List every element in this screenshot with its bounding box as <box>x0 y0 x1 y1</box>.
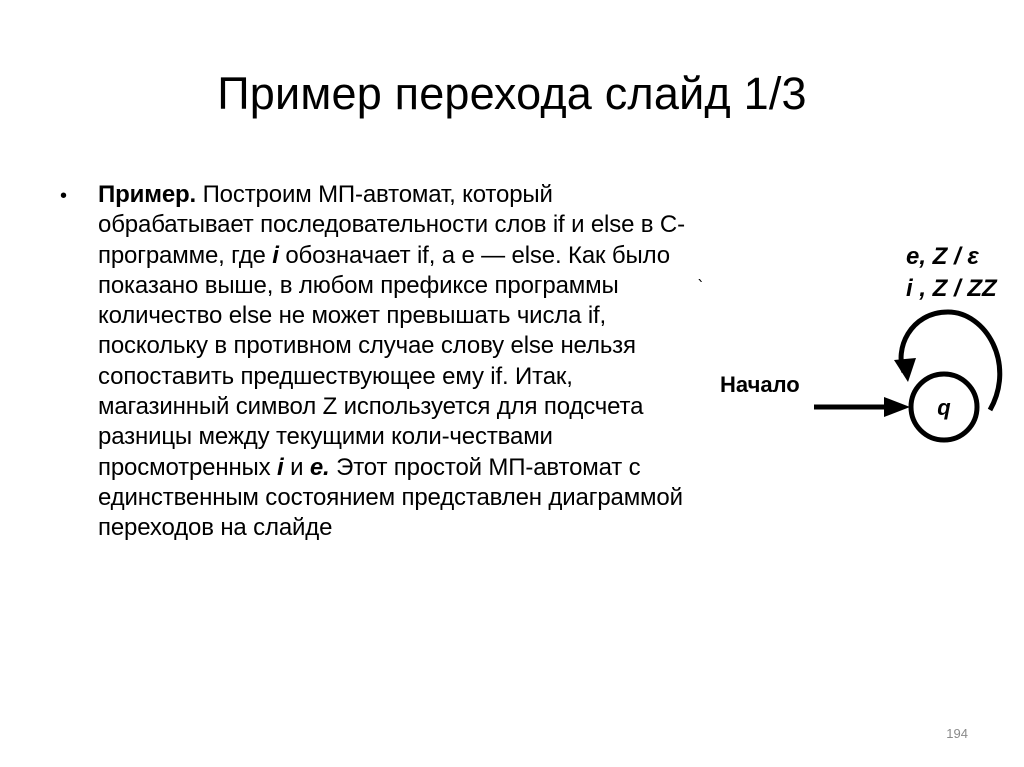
slide-title: Пример перехода слайд 1/3 <box>217 68 807 119</box>
bullet-lead: Пример. <box>98 181 197 208</box>
self-loop-arrowhead <box>894 358 916 382</box>
text-segment: Построим МП-автомат, который обрабатывает последовательности слов if и else в С-программе, где <box>98 181 685 269</box>
bullet-text <box>98 180 708 544</box>
symbol-i: i <box>277 453 284 481</box>
state-label: q <box>937 395 951 420</box>
bullet-item <box>60 180 710 544</box>
text-segment: и <box>283 453 310 481</box>
text-segment: обозначает if, а e — else. Как было показано выше, в любом префиксе программы количество else не может превышать числа if, поскольку в противном случае слову else нельзя сопоставить предшествующее ему if. Итак, магазинный символ Z используется для подсчета разницы между текущими коли-чествами просмотренных <box>98 241 670 481</box>
symbol-e: e. <box>309 453 330 481</box>
transition-label-if: i , Z / ZZ <box>906 275 997 302</box>
transition-diagram <box>694 232 1014 457</box>
symbol-i: i <box>272 241 279 269</box>
transition-label-else: e, Z / ε <box>906 243 979 270</box>
tick-mark: ` <box>697 277 705 296</box>
bullet-dot: • <box>60 185 68 207</box>
text-segment: Этот простой МП-автомат с единственным состоянием представлен диаграммой переходов на слайде <box>98 453 683 542</box>
start-label: Начало <box>720 372 800 397</box>
start-arrow-head <box>884 397 910 417</box>
slide-content <box>60 180 710 544</box>
page-number: 194 <box>946 726 968 741</box>
